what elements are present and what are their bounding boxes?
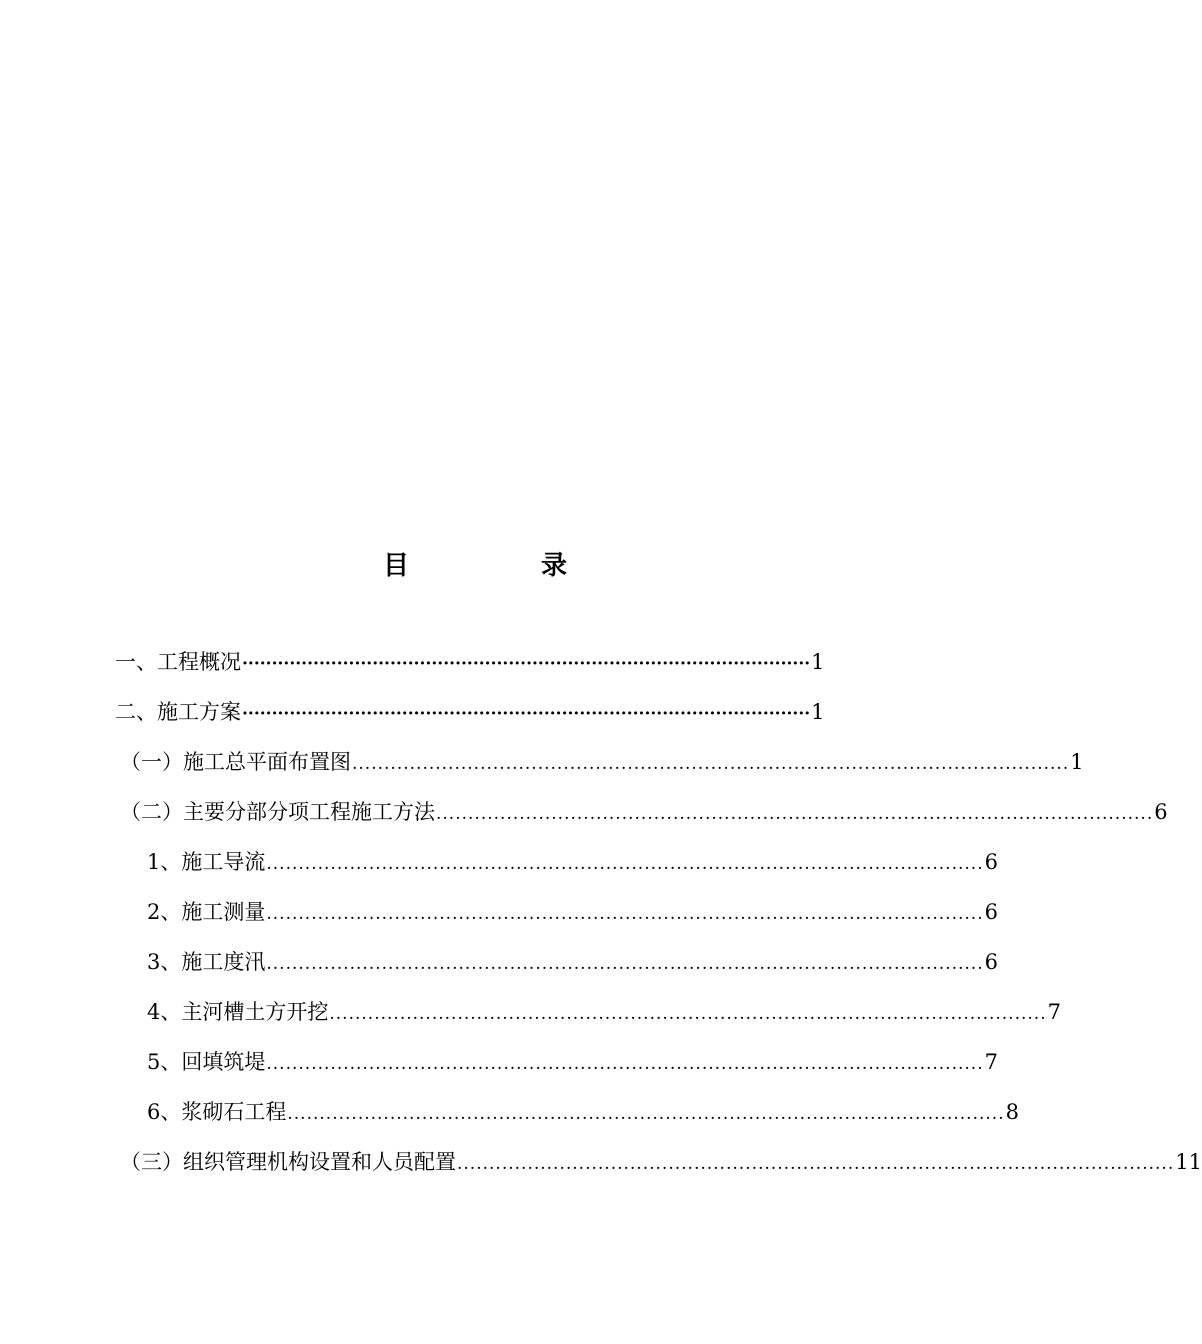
toc-page-number: 6 <box>984 900 998 924</box>
toc-number: （二） <box>120 800 183 824</box>
toc-leader: ................................................................................................................ <box>266 904 984 924</box>
toc-entry[interactable] <box>120 745 1084 779</box>
toc-entry[interactable] <box>147 1045 998 1079</box>
toc-number: 2、 <box>147 900 182 924</box>
toc-entry[interactable] <box>147 895 998 929</box>
toc-label: 浆砌石工程 <box>181 1100 287 1124</box>
toc-page-number: 7 <box>984 1050 998 1074</box>
toc-entry[interactable] <box>115 645 825 679</box>
toc-leader: ................................................................................................................ <box>266 1054 984 1074</box>
toc-entry[interactable] <box>147 845 998 879</box>
toc-leader: ································································································ <box>242 654 811 674</box>
toc-entry[interactable] <box>115 695 825 729</box>
toc-leader: ................................................................................................................ <box>352 754 1070 774</box>
toc-page-number: 7 <box>1047 1000 1061 1024</box>
toc-number: 二、 <box>115 700 157 724</box>
toc-page-number: 8 <box>1005 1100 1019 1124</box>
toc-label: 施工度汛 <box>181 950 266 974</box>
toc-leader: ................................................................................................................ <box>266 954 984 974</box>
toc-label: 工程概况 <box>157 650 241 674</box>
toc-leader: ································································································ <box>242 704 811 724</box>
toc-leader: ................................................................................................................ <box>287 1104 1005 1124</box>
toc-entry[interactable] <box>120 1145 1202 1179</box>
toc-entry[interactable] <box>120 795 1168 829</box>
toc-page-number: 1 <box>811 650 825 674</box>
toc-label: 主河槽土方开挖 <box>181 1000 329 1024</box>
title-char-2: 录 <box>541 551 568 581</box>
toc-page-number: 6 <box>1154 800 1168 824</box>
toc-leader: ................................................................................................................ <box>266 854 984 874</box>
toc-number: 1、 <box>147 850 182 874</box>
toc-number: 5、 <box>147 1050 182 1074</box>
toc-entry[interactable] <box>147 1095 1019 1129</box>
toc-number: （一） <box>120 750 183 774</box>
toc-number: 3、 <box>147 950 182 974</box>
toc-entry[interactable] <box>147 995 1061 1029</box>
toc-number: 4、 <box>147 1000 182 1024</box>
toc-leader: ................................................................................................................ <box>457 1154 1175 1174</box>
toc-label: 施工测量 <box>181 900 266 924</box>
toc-label: 施工方案 <box>157 700 241 724</box>
toc-page-number: 6 <box>984 850 998 874</box>
toc-label: 组织管理机构设置和人员配置 <box>183 1150 456 1174</box>
toc-page-number: 6 <box>984 950 998 974</box>
toc-page-number: 1 <box>811 700 825 724</box>
toc-number: 6、 <box>147 1100 182 1124</box>
title-char-1: 目 <box>383 551 410 581</box>
toc-label: 施工总平面布置图 <box>183 750 351 774</box>
toc-label: 回填筑堤 <box>181 1050 266 1074</box>
toc-page-number: 1 <box>1070 750 1084 774</box>
toc-label: 施工导流 <box>181 850 266 874</box>
toc-leader: ................................................................................................................ <box>436 804 1154 824</box>
toc-label: 主要分部分项工程施工方法 <box>183 800 435 824</box>
toc-leader: ................................................................................................................ <box>329 1004 1047 1024</box>
toc-number: （三） <box>120 1150 183 1174</box>
toc-number: 一、 <box>115 650 157 674</box>
toc-page-number: 11 <box>1175 1150 1202 1174</box>
toc-entry[interactable] <box>147 945 998 979</box>
